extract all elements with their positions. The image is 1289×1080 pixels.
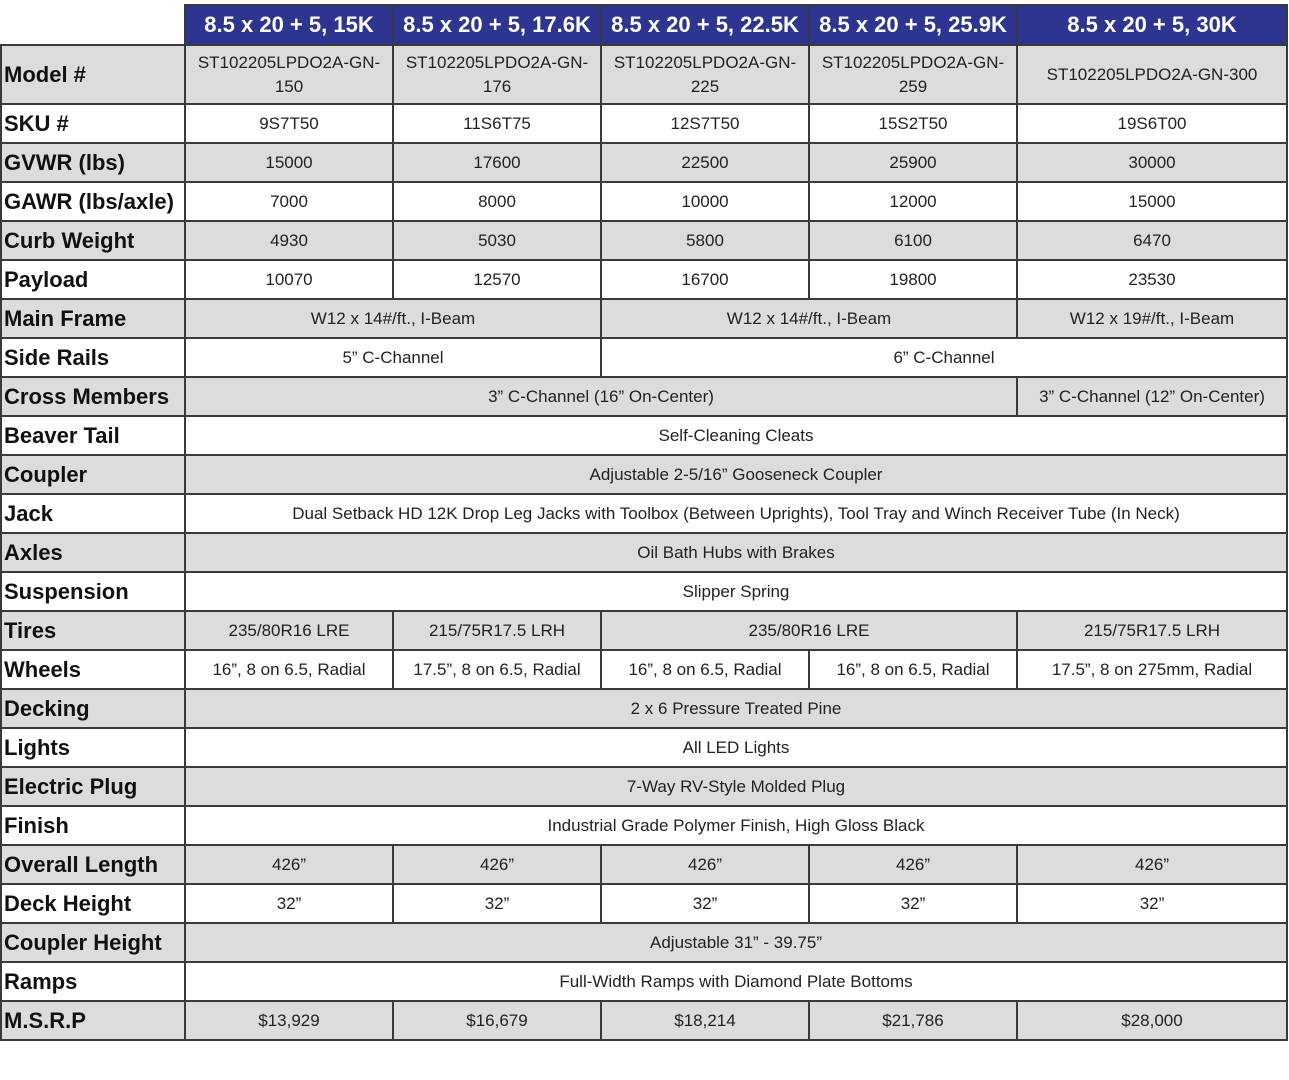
spec-cell: 25900 [809, 143, 1017, 182]
spec-cell: 16”, 8 on 6.5, Radial [185, 650, 393, 689]
spec-cell: 235/80R16 LRE [601, 611, 1017, 650]
spec-cell: 32” [1017, 884, 1287, 923]
spec-cell: 12S7T50 [601, 104, 809, 143]
spec-cell: 3” C-Channel (12” On-Center) [1017, 377, 1287, 416]
spec-cell: Full-Width Ramps with Diamond Plate Bottoms [185, 962, 1287, 1001]
spec-cell: 17.5”, 8 on 6.5, Radial [393, 650, 601, 689]
table-row [1, 182, 1287, 221]
spec-cell: 22500 [601, 143, 809, 182]
spec-cell: 15000 [185, 143, 393, 182]
spec-cell: Self-Cleaning Cleats [185, 416, 1287, 455]
row-label: Suspension [1, 572, 185, 611]
spec-cell: 7-Way RV-Style Molded Plug [185, 767, 1287, 806]
header-row [1, 5, 1287, 45]
spec-cell: 19S6T00 [1017, 104, 1287, 143]
row-label: Coupler [1, 455, 185, 494]
row-label: Payload [1, 260, 185, 299]
spec-cell: 426” [601, 845, 809, 884]
table-row [1, 767, 1287, 806]
spec-cell: 16700 [601, 260, 809, 299]
table-row [1, 923, 1287, 962]
spec-cell: 235/80R16 LRE [185, 611, 393, 650]
table-row [1, 377, 1287, 416]
table-row [1, 494, 1287, 533]
spec-cell: 5030 [393, 221, 601, 260]
column-header: 8.5 x 20 + 5, 17.6K [393, 5, 601, 45]
spec-cell: 23530 [1017, 260, 1287, 299]
spec-cell: W12 x 19#/ft., I-Beam [1017, 299, 1287, 338]
table-row [1, 689, 1287, 728]
spec-cell: 16”, 8 on 6.5, Radial [601, 650, 809, 689]
row-label: GAWR (lbs/axle) [1, 182, 185, 221]
row-label: M.S.R.P [1, 1001, 185, 1040]
table-row [1, 104, 1287, 143]
spec-cell: $18,214 [601, 1001, 809, 1040]
row-label: SKU # [1, 104, 185, 143]
spec-cell: $13,929 [185, 1001, 393, 1040]
spec-cell: 11S6T75 [393, 104, 601, 143]
table-row [1, 45, 1287, 104]
spec-cell: 15S2T50 [809, 104, 1017, 143]
table-row [1, 962, 1287, 1001]
table-row [1, 806, 1287, 845]
row-label: Ramps [1, 962, 185, 1001]
spec-cell: All LED Lights [185, 728, 1287, 767]
spec-cell: $21,786 [809, 1001, 1017, 1040]
row-label: Model # [1, 45, 185, 104]
row-label: Electric Plug [1, 767, 185, 806]
table-row [1, 455, 1287, 494]
spec-cell: 32” [809, 884, 1017, 923]
row-label: Jack [1, 494, 185, 533]
spec-cell: 4930 [185, 221, 393, 260]
spec-cell: 6100 [809, 221, 1017, 260]
spec-cell: 7000 [185, 182, 393, 221]
spec-cell: 32” [601, 884, 809, 923]
spec-cell: 17600 [393, 143, 601, 182]
row-label: Side Rails [1, 338, 185, 377]
row-label: Cross Members [1, 377, 185, 416]
row-label: Beaver Tail [1, 416, 185, 455]
spec-cell: ST102205LPDO2A-GN-150 [185, 45, 393, 104]
spec-cell: 215/75R17.5 LRH [393, 611, 601, 650]
spec-cell: 5800 [601, 221, 809, 260]
table-row [1, 533, 1287, 572]
table-row [1, 728, 1287, 767]
row-label: Wheels [1, 650, 185, 689]
spec-cell: 426” [809, 845, 1017, 884]
spec-cell: ST102205LPDO2A-GN-176 [393, 45, 601, 104]
row-label: Decking [1, 689, 185, 728]
spec-table [0, 4, 1288, 1041]
spec-cell: 12000 [809, 182, 1017, 221]
spec-cell: 6” C-Channel [601, 338, 1287, 377]
table-row [1, 338, 1287, 377]
row-label: Tires [1, 611, 185, 650]
spec-cell: ST102205LPDO2A-GN-259 [809, 45, 1017, 104]
spec-cell: $28,000 [1017, 1001, 1287, 1040]
column-header: 8.5 x 20 + 5, 25.9K [809, 5, 1017, 45]
corner-cell [1, 5, 185, 45]
spec-cell: 2 x 6 Pressure Treated Pine [185, 689, 1287, 728]
table-row [1, 143, 1287, 182]
spec-cell: 8000 [393, 182, 601, 221]
table-row [1, 299, 1287, 338]
spec-cell: 10000 [601, 182, 809, 221]
spec-cell: 426” [1017, 845, 1287, 884]
spec-cell: 19800 [809, 260, 1017, 299]
table-row [1, 884, 1287, 923]
spec-cell: 15000 [1017, 182, 1287, 221]
spec-cell: 10070 [185, 260, 393, 299]
spec-cell: ST102205LPDO2A-GN-300 [1017, 45, 1287, 104]
spec-cell: W12 x 14#/ft., I-Beam [185, 299, 601, 338]
row-label: Deck Height [1, 884, 185, 923]
spec-cell: 32” [185, 884, 393, 923]
spec-cell: 6470 [1017, 221, 1287, 260]
column-header: 8.5 x 20 + 5, 30K [1017, 5, 1287, 45]
spec-cell: 426” [185, 845, 393, 884]
spec-cell: $16,679 [393, 1001, 601, 1040]
spec-cell: 12570 [393, 260, 601, 299]
row-label: Curb Weight [1, 221, 185, 260]
table-row [1, 611, 1287, 650]
column-header: 8.5 x 20 + 5, 22.5K [601, 5, 809, 45]
row-label: Coupler Height [1, 923, 185, 962]
spec-cell: Dual Setback HD 12K Drop Leg Jacks with Toolbox (Between Uprights), Tool Tray and Winch Receiver Tube (In Neck) [185, 494, 1287, 533]
spec-cell: 5” C-Channel [185, 338, 601, 377]
table-row [1, 416, 1287, 455]
spec-cell: Adjustable 2-5/16” Gooseneck Coupler [185, 455, 1287, 494]
spec-table-body [1, 45, 1287, 1040]
table-row [1, 650, 1287, 689]
spec-cell: Adjustable 31” - 39.75” [185, 923, 1287, 962]
spec-cell: 426” [393, 845, 601, 884]
spec-cell: Industrial Grade Polymer Finish, High Gloss Black [185, 806, 1287, 845]
spec-cell: Slipper Spring [185, 572, 1287, 611]
row-label: Axles [1, 533, 185, 572]
column-header: 8.5 x 20 + 5, 15K [185, 5, 393, 45]
table-row [1, 1001, 1287, 1040]
row-label: GVWR (lbs) [1, 143, 185, 182]
spec-cell: 17.5”, 8 on 275mm, Radial [1017, 650, 1287, 689]
spec-cell: 9S7T50 [185, 104, 393, 143]
spec-cell: ST102205LPDO2A-GN-225 [601, 45, 809, 104]
spec-cell: 32” [393, 884, 601, 923]
spec-cell: 215/75R17.5 LRH [1017, 611, 1287, 650]
row-label: Main Frame [1, 299, 185, 338]
row-label: Lights [1, 728, 185, 767]
row-label: Finish [1, 806, 185, 845]
table-row [1, 845, 1287, 884]
spec-cell: 16”, 8 on 6.5, Radial [809, 650, 1017, 689]
spec-cell: W12 x 14#/ft., I-Beam [601, 299, 1017, 338]
table-row [1, 221, 1287, 260]
spec-cell: Oil Bath Hubs with Brakes [185, 533, 1287, 572]
spec-cell: 3” C-Channel (16” On-Center) [185, 377, 1017, 416]
table-row [1, 260, 1287, 299]
row-label: Overall Length [1, 845, 185, 884]
table-row [1, 572, 1287, 611]
spec-cell: 30000 [1017, 143, 1287, 182]
